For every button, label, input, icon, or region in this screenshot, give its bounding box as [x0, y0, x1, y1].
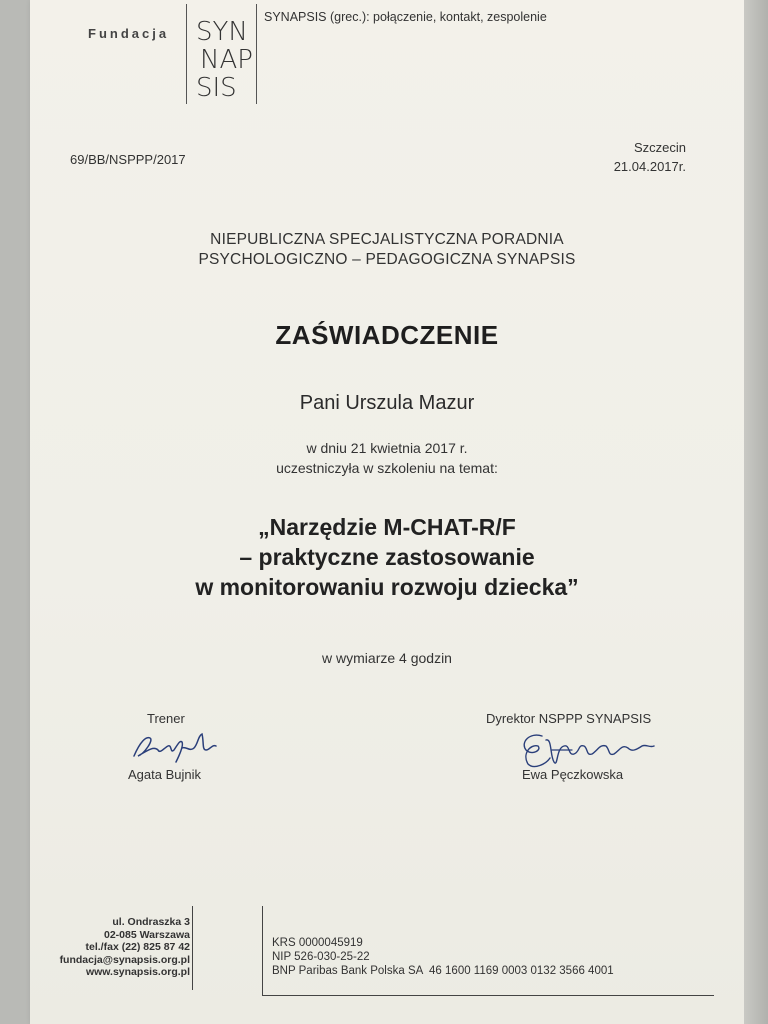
address-phone: tel./fax (22) 825 87 42: [85, 941, 190, 953]
intro-line-2: uczestniczyła w szkoleniu na temat:: [276, 460, 498, 476]
topic-line-1: „Narzędzie M-CHAT-R/F: [258, 514, 516, 540]
synapsis-logo: [194, 18, 252, 102]
footer-divider-right: [262, 906, 263, 996]
logo-tagline: SYNAPSIS (grec.): połączenie, kontakt, zespolenie: [264, 10, 547, 24]
document-title: ZAŚWIADCZENIE: [275, 320, 499, 350]
logo-divider-left: [186, 4, 187, 104]
organization-line-2: PSYCHOLOGICZNO – PEDAGOGICZNA SYNAPSIS: [198, 251, 576, 268]
trainer-name: Agata Bujnik: [128, 767, 201, 782]
logo-divider-right: [256, 4, 257, 104]
trainer-signature: [128, 728, 224, 764]
registry-details: [272, 936, 614, 978]
topic-line-3: w monitorowaniu rozwoju dziecka”: [195, 574, 579, 600]
footer-baseline: [262, 995, 714, 996]
reference-number: 69/BB/NSPPP/2017: [70, 152, 186, 167]
city: Szczecin: [633, 140, 686, 155]
address-email: fundacja@synapsis.org.pl: [59, 953, 190, 966]
logo-line-3: SIS: [196, 73, 237, 103]
intro-line-1: w dniu 21 kwietnia 2017 r.: [306, 440, 468, 456]
address-website: www.synapsis.org.pl: [85, 966, 190, 978]
training-topic: [30, 512, 744, 602]
director-name: Ewa Pęczkowska: [522, 767, 624, 782]
topic-line-2: – praktyczne zastosowanie: [239, 544, 535, 570]
nip-number: NIP 526-030-25-22: [272, 951, 370, 963]
footer-divider-left: [192, 906, 193, 990]
organization-line-1: NIEPUBLICZNA SPECJALISTYCZNA PORADNIA: [210, 231, 564, 248]
address-street: ul. Ondraszka 3: [112, 916, 190, 928]
logo-line-2: NAP: [200, 45, 253, 75]
foundation-label: Fundacja: [88, 26, 170, 41]
trainer-role: Trener: [147, 711, 185, 726]
intro-text: [30, 438, 744, 478]
recipient-name: Pani Urszula Mazur: [299, 392, 475, 414]
krs-number: KRS 0000045919: [272, 937, 363, 949]
issue-date: 21.04.2017r.: [613, 159, 686, 174]
logo-line-1: SYN: [196, 17, 248, 47]
foundation-address: [60, 916, 190, 979]
address-city: 02-085 Warszawa: [104, 928, 190, 941]
bank-account: BNP Paribas Bank Polska SA 46 1600 1169 0003 0132 3566 4001: [272, 965, 614, 977]
place-and-date: [614, 138, 686, 176]
background-edge: [744, 0, 768, 1024]
director-role: Dyrektor NSPPP SYNAPSIS: [486, 711, 652, 726]
training-duration: w wymiarze 4 godzin: [322, 650, 452, 666]
organization-name: [30, 230, 744, 270]
director-signature: [512, 728, 658, 772]
